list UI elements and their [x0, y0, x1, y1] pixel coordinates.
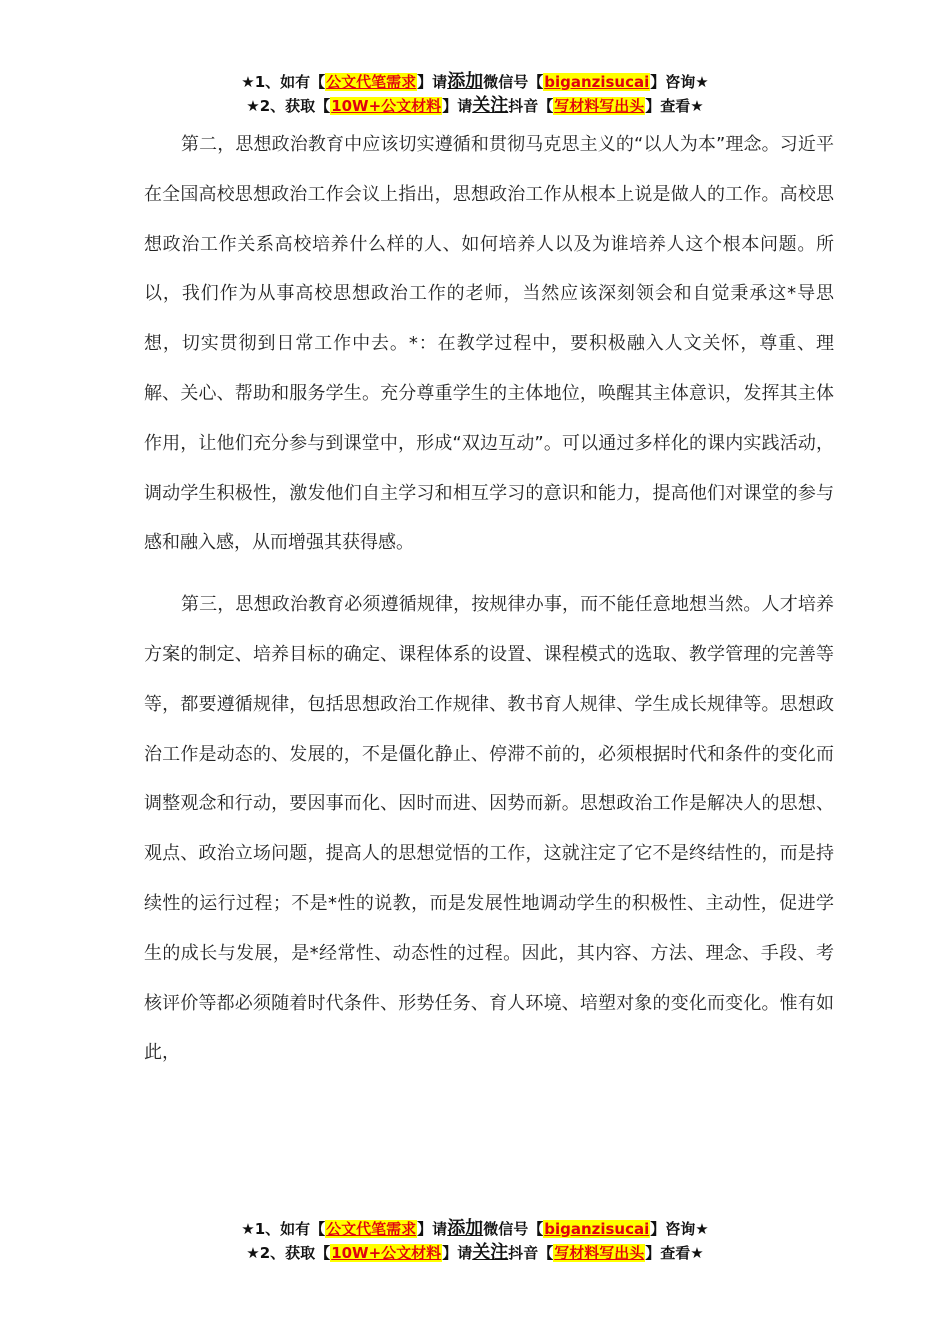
- emphasis-text: 添加: [447, 1218, 484, 1239]
- banner-prefix: ★2、获取【: [246, 97, 331, 115]
- highlight-service: 公文代笔需求: [326, 73, 417, 91]
- emphasis-text: 关注: [472, 1242, 509, 1263]
- banner-text: 微信号【: [483, 1220, 544, 1238]
- banner-prefix: ★1、如有【: [241, 1220, 326, 1238]
- highlight-materials: 10W+公文材料: [331, 1244, 442, 1262]
- banner-line-1: [0, 1217, 950, 1241]
- banner-text: 抖音【: [508, 1244, 554, 1262]
- banner-text: 】请: [442, 1244, 473, 1262]
- banner-text: 抖音【: [508, 97, 554, 115]
- document-body: [144, 120, 834, 1078]
- highlight-materials: 10W+公文材料: [331, 97, 442, 115]
- banner-suffix: 】查看★: [645, 1244, 704, 1262]
- highlight-wechat-id: biganzisucai: [544, 73, 650, 91]
- banner-line-2: [0, 94, 950, 118]
- emphasis-text: 添加: [447, 71, 484, 92]
- banner-text: 微信号【: [483, 73, 544, 91]
- banner-prefix: ★2、获取【: [246, 1244, 331, 1262]
- paragraph-third-point: 第三，思想政治教育必须遵循规律，按规律办事，而不能任意地想当然。人才培养方案的制定、培养目标的确定、课程体系的设置、课程模式的选取、教学管理的完善等等，都要遵循规律，包括思想政治工作规律、教书育人规律、学生成长规律等。思想政治工作是动态的、发展的，不是僵化静止、停滞不前的，必须根据时代和条件的变化而调整观念和行动，要因事而化、因时而进、因势而新。思想政治工作是解决人的思想、观点、政治立场问题，提高人的思想觉悟的工作，这就注定了它不是终结性的，而是持续性的运行过程；不是*性的说教，而是发展性地调动学生的积极性、主动性，促进学生的成长与发展，是*经常性、动态性的过程。因此，其内容、方法、理念、手段、考核评价等都必须随着时代条件、形势任务、育人环境、培塑对象的变化而变化。惟有如此，: [144, 594, 834, 1064]
- banner-text: 】请: [442, 97, 473, 115]
- banner-suffix: 】咨询★: [650, 73, 709, 91]
- footer-banner: [0, 1217, 950, 1265]
- banner-line-1: [0, 70, 950, 94]
- highlight-service: 公文代笔需求: [326, 1220, 417, 1238]
- banner-text: 】请: [417, 1220, 448, 1238]
- banner-suffix: 】查看★: [645, 97, 704, 115]
- banner-suffix: 】咨询★: [650, 1220, 709, 1238]
- banner-prefix: ★1、如有【: [241, 73, 326, 91]
- highlight-wechat-id: biganzisucai: [544, 1220, 650, 1238]
- banner-line-2: [0, 1241, 950, 1265]
- highlight-douyin-account: 写材料写出头: [554, 1244, 645, 1262]
- highlight-douyin-account: 写材料写出头: [554, 97, 645, 115]
- header-banner: [0, 70, 950, 118]
- banner-text: 】请: [417, 73, 448, 91]
- paragraph-second-point: 第二，思想政治教育中应该切实遵循和贯彻马克思主义的“以人为本”理念。习近平在全国高校思想政治工作会议上指出，思想政治工作从根本上说是做人的工作。高校思想政治工作关系高校培养什么样的人、如何培养人以及为谁培养人这个根本问题。所以，我们作为从事高校思想政治工作的老师，当然应该深刻领会和自觉秉承这*导思想，切实贯彻到日常工作中去。*：在教学过程中，要积极融入人文关怀，尊重、理解、关心、帮助和服务学生。充分尊重学生的主体地位，唤醒其主体意识，发挥其主体作用，让他们充分参与到课堂中，形成“双边互动”。可以通过多样化的课内实践活动，调动学生积极性，激发他们自主学习和相互学习的意识和能力，提高他们对课堂的参与感和融入感，从而增强其获得感。: [144, 134, 834, 554]
- emphasis-text: 关注: [472, 95, 509, 116]
